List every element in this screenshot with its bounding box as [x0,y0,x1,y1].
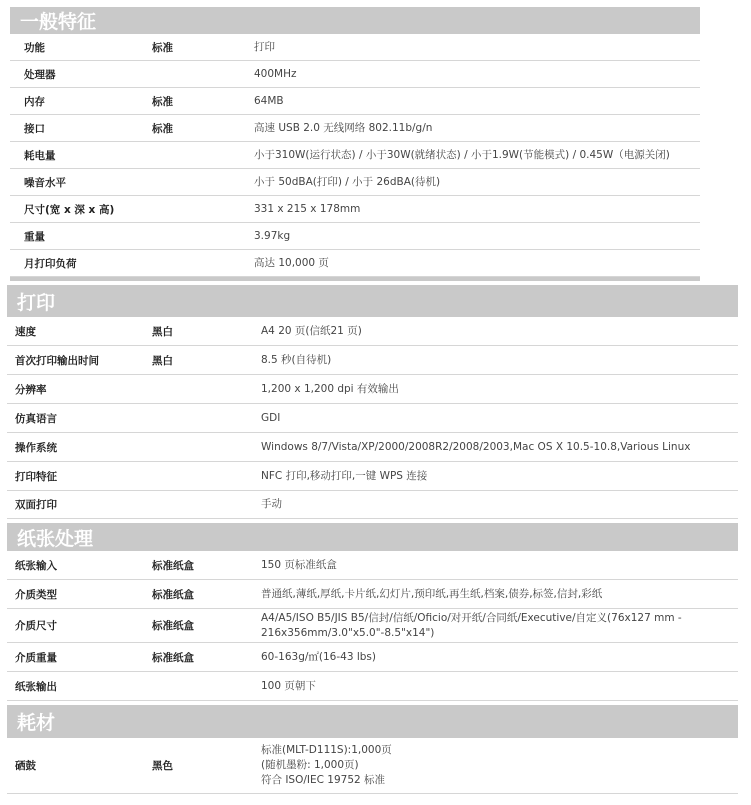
spec-label: 处理器 [24,68,56,81]
table-row [7,433,738,462]
spec-value [254,148,700,163]
spec-value [261,497,738,512]
spec-value [261,411,738,426]
spec-label: 内存 [24,95,45,108]
section-3 [7,705,738,794]
spec-value [261,324,738,339]
spec-value-line: A4/A5/ISO B5/JIS B5/信封/信纸/Oficio/对开纸/合同纸/Executive/自定义(76x127 mm - [261,611,682,624]
spec-label: 仿真语言 [15,412,57,425]
spec-value-line: 400MHz [254,67,297,80]
section-divider [10,277,700,281]
table-row [10,142,700,169]
spec-label: 打印特征 [15,470,57,483]
spec-label: 介质尺寸 [15,620,57,632]
spec-label: 月打印负荷 [24,257,77,270]
spec-label: 硒鼓 [15,760,36,772]
table-row [7,375,738,404]
spec-label: 操作系统 [15,441,57,454]
spec-value-line: 高达 10,000 页 [254,256,329,269]
table-row [7,491,738,519]
spec-label: 接口 [24,122,45,135]
spec-value-line: 216x356mm/3.0"x5.0"-8.5"x14") [261,626,435,639]
spec-value-line: 手动 [261,498,282,510]
spec-value [261,382,738,397]
spec-value-line: 100 页朝下 [261,679,316,692]
table-row [7,551,738,580]
section-title: 一般特征 [10,7,700,34]
section-title: 打印 [7,285,738,317]
spec-value [254,202,700,217]
table-row [7,317,738,346]
spec-value-line: 符合 ISO/IEC 19752 标准 [261,774,386,786]
spec-label: 分辨率 [15,383,47,396]
spec-value-line: 64MB [254,94,284,107]
spec-value [254,40,700,55]
spec-value-line: 小于310W(运行状态) / 小于30W(就绪状态) / 小于1.9W(节能模式) / 0.45W（电源关闭) [254,148,670,161]
spec-value-line: 标准(MLT-D111S):1,000页 [261,744,392,756]
spec-label: 纸张输出 [15,680,57,693]
table-row [10,250,700,277]
spec-label: 介质类型 [15,588,57,601]
table-row [10,115,700,142]
section-1 [7,285,738,519]
spec-value-line: 打印 [254,40,275,53]
section-title: 纸张处理 [7,523,738,551]
spec-value-line: 331 x 215 x 178mm [254,202,361,215]
spec-value [254,256,700,271]
table-row [10,61,700,88]
spec-value-line: 150 页标准纸盒 [261,558,337,571]
spec-value-line: 高速 USB 2.0 无线网络 802.11b/g/n [254,121,433,134]
spec-sublabel: 标准纸盒 [152,651,194,664]
spec-value [254,121,700,136]
spec-value [261,611,738,641]
table-row [10,34,700,61]
spec-value [254,175,700,190]
section-0 [10,7,700,281]
spec-value-line: 1,200 x 1,200 dpi 有效输出 [261,382,399,395]
spec-value [254,67,700,82]
spec-sublabel: 黑色 [152,760,173,772]
spec-sublabel: 黑白 [152,325,173,338]
spec-value-line: 60-163g/㎡(16-43 lbs) [261,650,376,663]
spec-value [254,229,700,244]
spec-value [261,743,738,788]
spec-value-line: Windows 8/7/Vista/XP/2000/2008R2/2008/2003,Mac OS X 10.5-10.8,Various Linux [261,440,691,453]
spec-sublabel: 标准 [152,41,173,54]
spec-label: 速度 [15,325,36,338]
spec-value [261,558,738,573]
spec-value-line: 3.97kg [254,229,291,242]
table-row [7,672,738,701]
spec-label: 尺寸(宽 x 深 x 高) [24,203,115,216]
table-row [7,346,738,375]
spec-value-line: A4 20 页(信纸21 页) [261,324,362,337]
spec-label: 重量 [24,230,45,243]
table-row [10,223,700,250]
spec-value [261,650,738,665]
spec-sublabel: 标准 [152,122,173,135]
spec-label: 介质重量 [15,651,57,664]
spec-label: 纸张输入 [15,559,57,572]
table-row [10,196,700,223]
spec-sublabel: 标准纸盒 [152,588,194,601]
spec-value-line: 普通纸,薄纸,厚纸,卡片纸,幻灯片,预印纸,再生纸,档案,债券,标签,信封,彩纸 [261,587,603,600]
spec-sublabel: 黑白 [152,354,173,367]
spec-value-line: 小于 50dBA(打印) / 小于 26dBA(待机) [254,175,441,188]
spec-value [261,587,738,602]
spec-value-line: 8.5 秒(自待机) [261,353,332,366]
section-title: 耗材 [7,705,738,738]
table-row [10,88,700,115]
spec-value-line: GDI [261,411,281,424]
table-row [10,169,700,196]
spec-label: 首次打印输出时间 [15,354,99,367]
table-row [7,738,738,794]
table-row [7,609,738,643]
table-row [7,462,738,491]
section-2 [7,523,738,701]
spec-value [261,440,738,455]
spec-sublabel: 标准 [152,95,173,108]
spec-sublabel: 标准纸盒 [152,620,194,632]
table-row [7,580,738,609]
spec-value [261,679,738,694]
table-row [7,643,738,672]
spec-value [261,353,738,368]
spec-label: 功能 [24,41,45,54]
spec-value [261,469,738,484]
spec-value-line: (随机墨粉: 1,000页) [261,759,359,771]
spec-sublabel: 标准纸盒 [152,559,194,572]
spec-value-line: NFC 打印,移动打印,一键 WPS 连接 [261,469,428,482]
spec-label: 噪音水平 [24,176,66,189]
spec-label: 耗电量 [24,149,56,162]
table-row [7,404,738,433]
spec-label: 双面打印 [15,499,57,511]
spec-value [254,94,700,109]
